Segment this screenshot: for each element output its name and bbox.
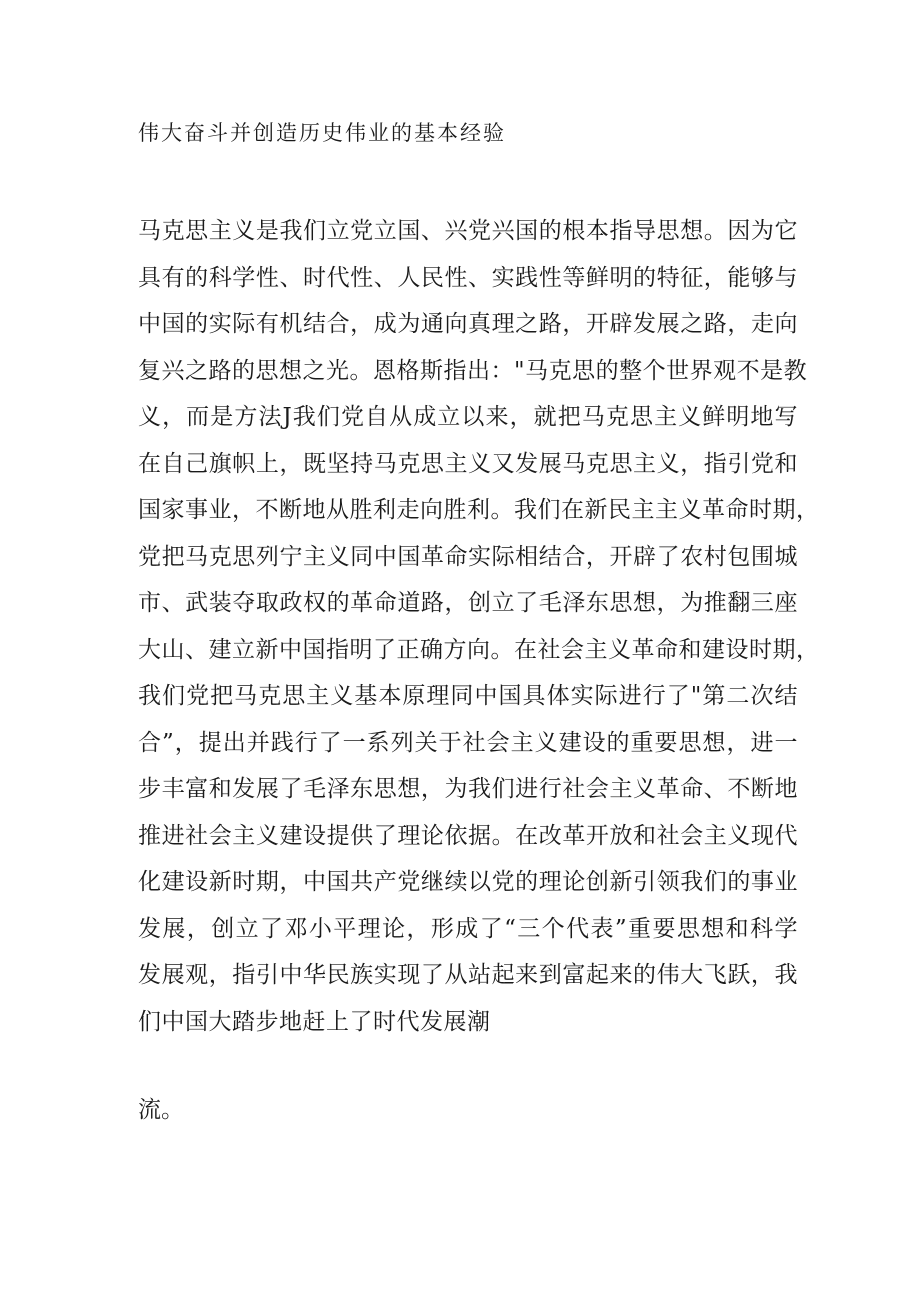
paragraph-line: 合”，提出并践行了一系列关于社会主义建设的重要思想，进一 (138, 729, 798, 756)
paragraph-line: 们中国大踏步地赶上了时代发展潮 (138, 1008, 491, 1035)
paragraph-line: 步丰富和发展了毛泽东思想，为我们进行社会主义革命、不断地 (138, 776, 798, 802)
tail-text: 流。 (138, 1097, 184, 1123)
paragraph-line: 义，而是方法J我们党自从成立以来，就把马克思主义鲜明地写 (138, 404, 798, 430)
paragraph-line: 发展，创立了邓小平理论，形成了“三个代表”重要思想和科学 (138, 915, 798, 942)
paragraph-line: 推进社会主义建设提供了理论依据。在改革开放和社会主义现代 (138, 822, 798, 849)
paragraph-line: 复兴之路的思想之光。恩格斯指出："马克思的整个世界观不是教 (138, 357, 808, 384)
paragraph-line: 马克思主义是我们立党立国、兴党兴国的根本指导思想。因为它 (138, 218, 798, 244)
paragraph-line: 中国的实际有机结合，成为通向真理之路，开辟发展之路，走向 (138, 311, 798, 337)
paragraph-line: 市、武装夺取政权的革命道路，创立了毛泽东思想，为推翻三座 (138, 590, 798, 616)
paragraph-line: 具有的科学性、时代性、人民性、实践性等鲜明的特征，能够与 (138, 264, 798, 291)
paragraph-line: 大山、建立新中国指明了正确方向。在社会主义革命和建设时期， (138, 636, 820, 663)
paragraph-line: 发展观，指引中华民族实现了从站起来到富起来的伟大飞跃，我 (138, 962, 798, 988)
paragraph-line: 我们党把马克思主义基本原理同中国具体实际进行了"第二次结 (138, 683, 798, 709)
paragraph-line: 化建设新时期，中国共产党继续以党的理论创新引领我们的事业 (138, 869, 798, 895)
body-paragraph (138, 208, 820, 1045)
paragraph-line: 国家事业，不断地从胜利走向胜利。我们在新民主主义革命时期， (138, 497, 820, 523)
paragraph-line: 在自己旗帜上，既坚持马克思主义又发展马克思主义，指引党和 (138, 450, 798, 477)
document-title: 伟大奋斗并创造历史伟业的基本经验 (138, 121, 506, 145)
paragraph-line: 党把马克思列宁主义同中国革命实际相结合，开辟了农村包围城 (138, 543, 798, 570)
